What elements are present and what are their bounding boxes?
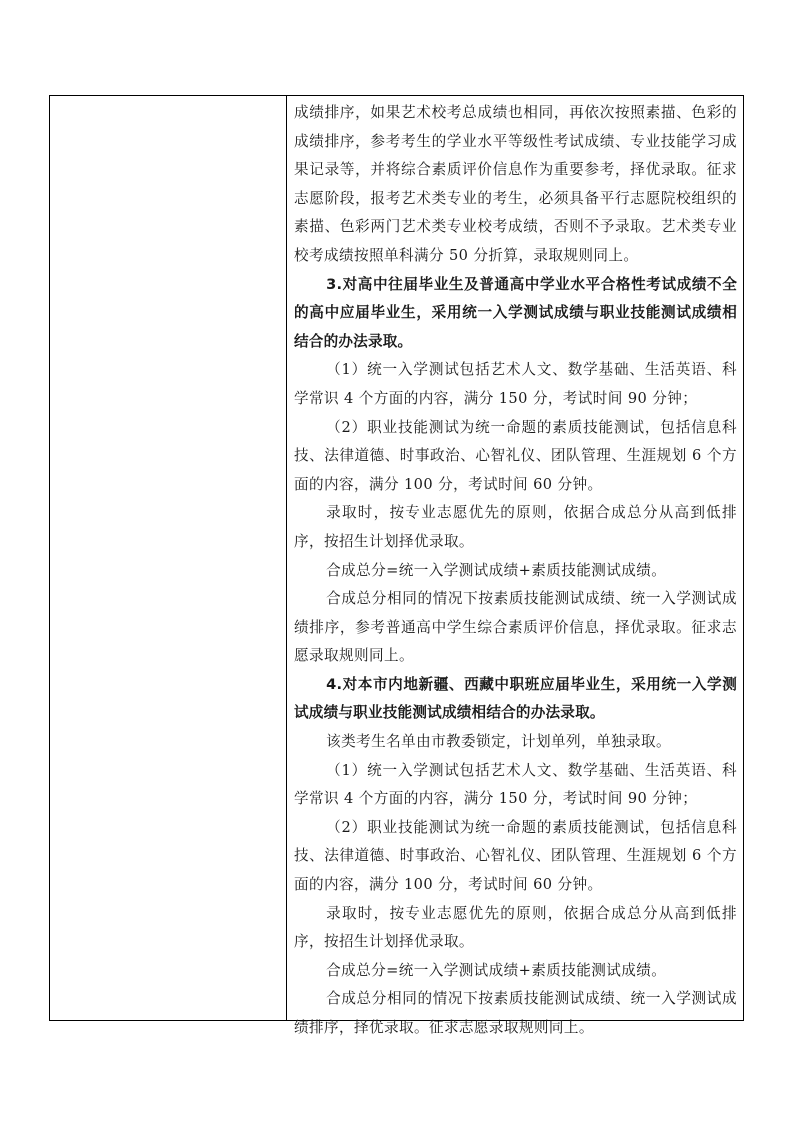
section-3-item-1: （1）统一入学测试包括艺术人文、数学基础、生活英语、科学常识 4 个方面的内容，满分 150 分，考试时间 90 分钟； — [294, 361, 737, 407]
section-4-heading: 4.对本市内地新疆、西藏中职班应届毕业生，采用统一入学测试成绩与职业技能测试成绩相结合的办法录取。 — [294, 675, 737, 722]
section-4-rule: 录取时，按专业志愿优先的原则，依据合成总分从高到低排序，按招生计划择优录取。 — [294, 904, 737, 951]
section-3-rule: 录取时，按专业志愿优先的原则，依据合成总分从高到低排序，按招生计划择优录取。 — [294, 504, 737, 550]
section-4-item-2: （2）职业技能测试为统一命题的素质技能测试，包括信息科技、法律道德、时事政治、心智礼仪、团队管理、生涯规划 6 个方面的内容，满分 100 分，考试时间 60 分钟。 — [294, 818, 737, 894]
continuation-paragraph: 成绩排序，如果艺术校考总成绩也相同，再依次按照素描、色彩的成绩排序，参考考生的学业水平等级性考试成绩、专业技能学习成果记录等，并将综合素质评价信息作为重要参考，择优录取。征求志愿阶段，报考艺术类专业的考生，必须具备平行志愿院校组织的素描、色彩两门艺术类专业校考成绩，否则不予录取。艺术类专业校考成绩按照单科满分 50 分折算，录取规则同上。 — [294, 104, 737, 264]
section-4-item-1: （1）统一入学测试包括艺术人文、数学基础、生活英语、科学常识 4 个方面的内容，满分 150 分，考试时间 90 分钟； — [294, 761, 737, 808]
section-4-note: 该类考生名单由市教委锁定，计划单列，单独录取。 — [326, 733, 671, 751]
section-3-item-2: （2）职业技能测试为统一命题的素质技能测试，包括信息科技、法律道德、时事政治、心智礼仪、团队管理、生涯规划 6 个方面的内容，满分 100 分，考试时间 60 分钟。 — [294, 418, 737, 493]
document-table — [49, 95, 744, 1036]
section-3-tie-rule: 合成总分相同的情况下按素质技能测试成绩、统一入学测试成绩排序，参考普通高中学生综合素质评价信息，择优录取。征求志愿录取规则同上。 — [294, 590, 737, 665]
section-4-tie-rule: 合成总分相同的情况下按素质技能测试成绩、统一入学测试成绩排序，择优录取。征求志愿录取规则同上。 — [294, 990, 737, 1036]
section-3-heading: 3.对高中往届毕业生及普通高中学业水平合格性考试成绩不全的高中应届毕业生，采用统一入学测试成绩与职业技能测试成绩相结合的办法录取。 — [294, 275, 737, 350]
table-left-cell — [50, 96, 287, 1020]
section-3-formula: 合成总分=统一入学测试成绩+素质技能测试成绩。 — [326, 561, 667, 579]
section-4-formula: 合成总分=统一入学测试成绩+素质技能测试成绩。 — [326, 961, 667, 979]
table-right-cell — [287, 96, 743, 1036]
